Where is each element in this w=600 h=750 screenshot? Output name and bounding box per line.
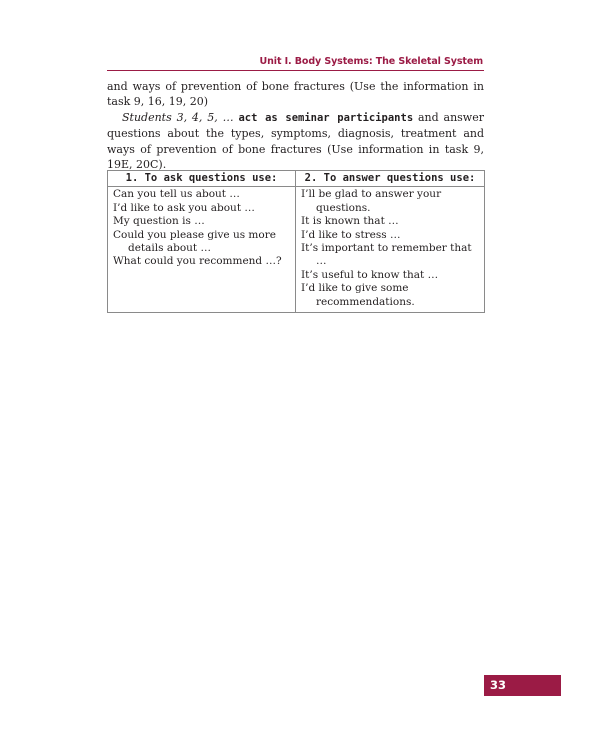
page-number: 33 (490, 678, 507, 692)
list-item: What could you recommend …? (113, 255, 282, 268)
seminar-role-bold: act as seminar participants (238, 111, 414, 124)
list-item: My question is … (113, 215, 205, 228)
running-head: Unit I. Body Systems: The Skeletal System (259, 56, 483, 67)
header-rule (107, 70, 484, 71)
paragraph-2 (107, 110, 484, 173)
list-item: I’d like to stress … (301, 228, 401, 241)
list-item: It’s important to remember that … (301, 242, 472, 268)
list-item: Can you tell us about … (113, 188, 240, 201)
list-item: It’s useful to know that … (301, 268, 439, 281)
phrases-table (107, 170, 485, 313)
page-number-tab (484, 675, 561, 696)
list-item: I’d like to ask you about … (113, 201, 255, 214)
list-item: I’ll be glad to answer your questions. (301, 188, 442, 214)
answer-phrases-cell (296, 187, 485, 313)
body-text (107, 79, 484, 172)
list-item: I’d like to give some recommendations. (301, 282, 415, 308)
list-item: Could you please give us more details about … (113, 228, 276, 255)
table-row (108, 187, 485, 313)
list-item: It is known that … (301, 215, 399, 228)
ask-phrase-list (113, 188, 293, 268)
students-italic: Students 3, 4, 5, … (122, 110, 234, 124)
paragraph-2-rest: and answer questions about the types, symptoms, diagnosis, treatment and ways of prevention of bone fractures (Use information in task 9, 19E, 20C). (107, 110, 484, 172)
answer-phrase-list (301, 188, 482, 309)
paragraph-1: and ways of prevention of bone fractures (Use the information in task 9, 16, 19, 20) (107, 80, 484, 109)
ask-phrases-cell (108, 187, 296, 313)
answer-column-header: 2. To answer questions use: (296, 171, 485, 187)
table-header-row (108, 171, 485, 187)
ask-column-header: 1. To ask questions use: (108, 171, 296, 187)
